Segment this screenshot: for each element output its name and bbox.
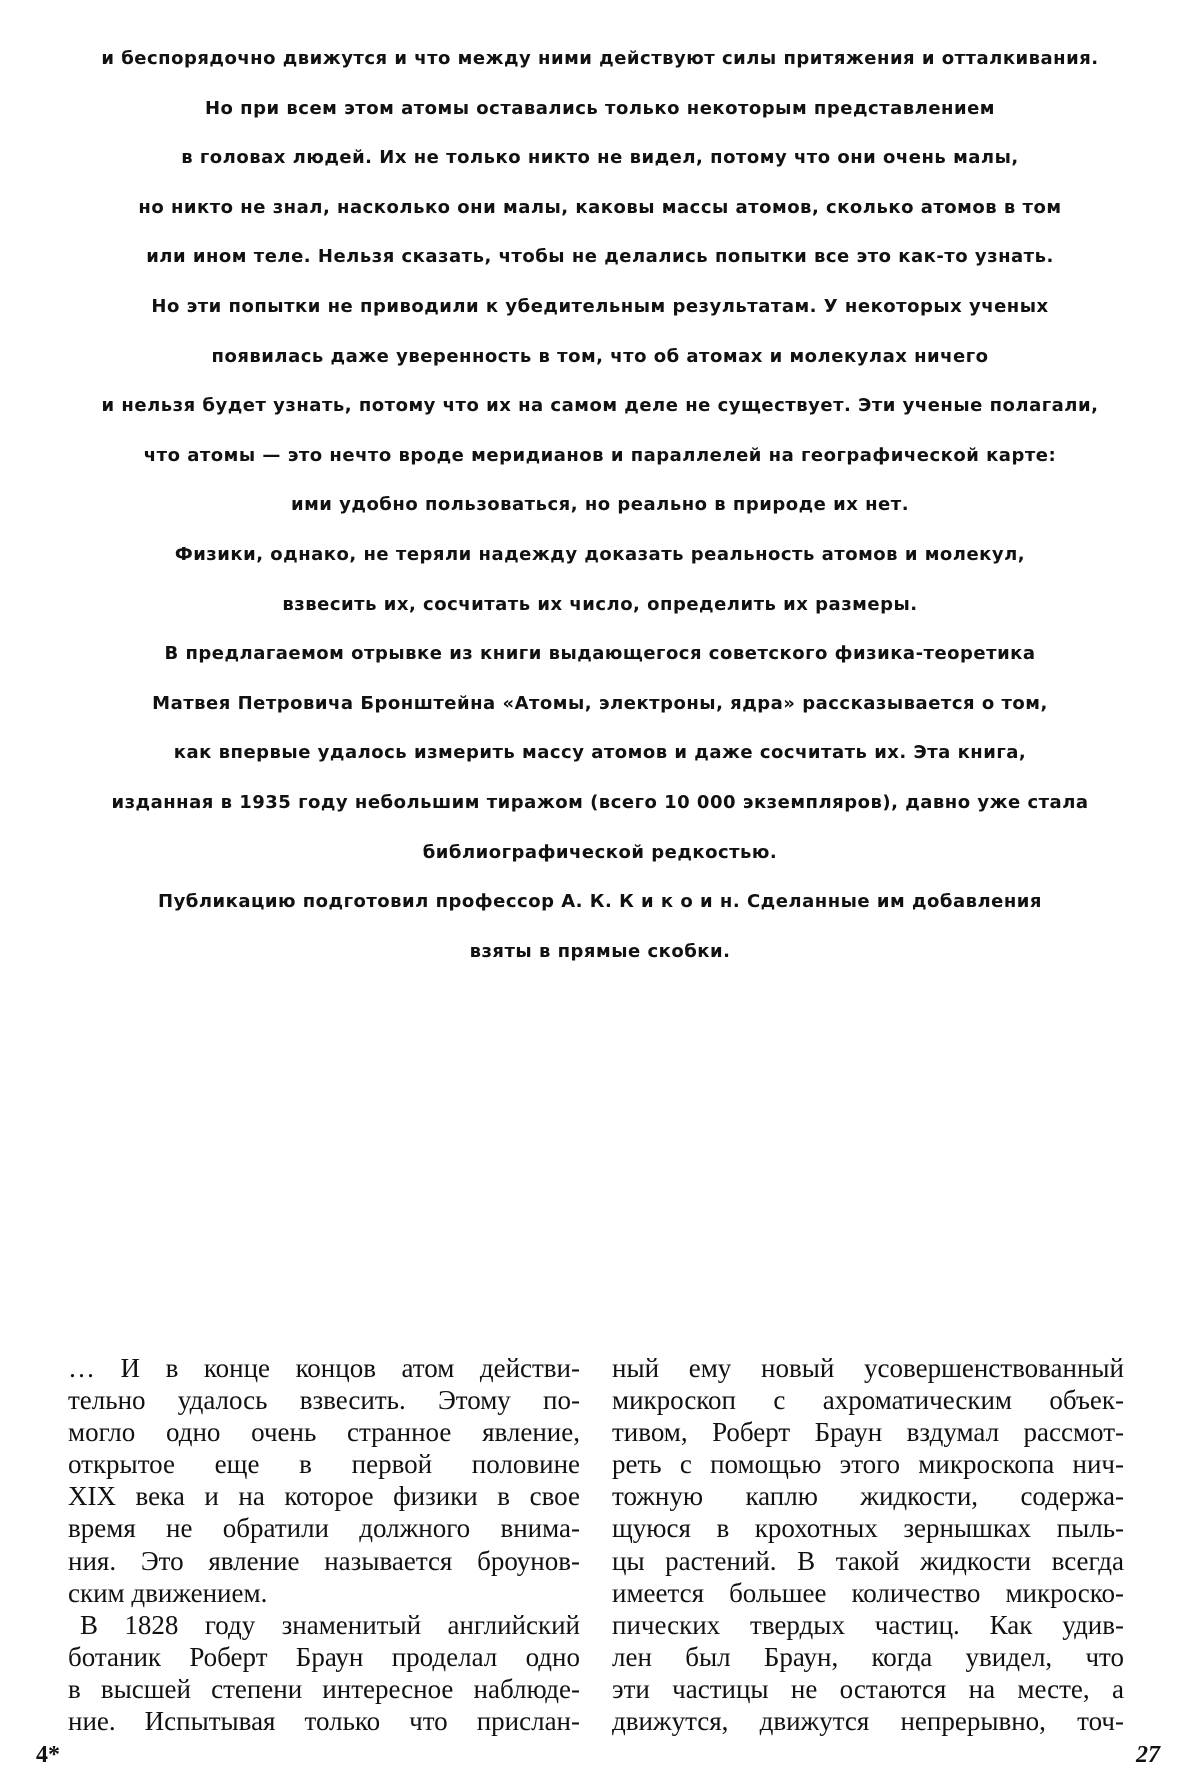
body-line: XIX века и на которое физики в свое bbox=[68, 1481, 580, 1512]
intro-line: Но эти попытки не приводили к убедительным результатам. У некоторых ученых bbox=[151, 295, 1049, 317]
intro-line: взяты в прямые скобки. bbox=[469, 940, 731, 962]
intro-line: Но при всем этом атомы оставались только некоторым представлением bbox=[204, 97, 995, 119]
intro-line: библиографической редкостью. bbox=[422, 841, 778, 863]
body-line: тельно удалось взвесить. Этому по- bbox=[68, 1385, 580, 1416]
intro-line: но никто не знал, насколько они малы, каковы массы атомов, сколько атомов в том bbox=[138, 196, 1062, 218]
page-number: 27 bbox=[1136, 1742, 1160, 1768]
article-left-column bbox=[68, 1352, 580, 1737]
signature-mark: 4* bbox=[36, 1742, 60, 1768]
body-line: тожную каплю жидкости, содержа- bbox=[612, 1481, 1124, 1512]
body-line: микроскоп с ахроматическим объек- bbox=[612, 1385, 1124, 1416]
body-line: ный ему новый усовершенствованный bbox=[612, 1353, 1124, 1383]
body-line: ния. Это явление называется броунов- bbox=[68, 1545, 580, 1576]
body-line: В 1828 году знаменитый английский bbox=[80, 1609, 580, 1640]
body-line: в высшей степени интересное наблюде- bbox=[68, 1673, 580, 1704]
body-line: реть с помощью этого микроскопа нич- bbox=[612, 1449, 1124, 1480]
body-line: цы растений. В такой жидкости всегда bbox=[612, 1545, 1124, 1576]
intro-line: Физики, однако, не теряли надежду доказать реальность атомов и молекул, bbox=[174, 543, 1026, 565]
body-line: тивом, Роберт Браун вздумал рассмот- bbox=[612, 1417, 1124, 1448]
body-line: имеется большее количество микроско- bbox=[612, 1577, 1124, 1608]
body-line: ским движением. bbox=[68, 1577, 268, 1608]
body-line: время не обратили должного внима- bbox=[68, 1513, 580, 1544]
intro-line: и беспорядочно движутся и что между ними действуют силы притяжения и отталкивания. bbox=[101, 48, 1099, 69]
intro-block bbox=[40, 34, 1160, 976]
body-line: движутся, движутся непрерывно, точ- bbox=[612, 1706, 1124, 1737]
intro-line: в головах людей. Их не только никто не видел, потому что они очень малы, bbox=[181, 147, 1019, 169]
intro-line: Матвея Петровича Бронштейна «Атомы, электроны, ядра» рассказывается о том, bbox=[152, 692, 1048, 714]
body-line: могло одно очень странное явление, bbox=[68, 1417, 580, 1448]
article-right-column bbox=[612, 1352, 1124, 1737]
body-line: пических твердых частиц. Как удив- bbox=[612, 1609, 1124, 1640]
body-line: ботаник Роберт Браун проделал одно bbox=[68, 1641, 580, 1672]
body-line: ние. Испытывая только что прислан- bbox=[68, 1706, 580, 1737]
intro-line: или ином теле. Нельзя сказать, чтобы не делались попытки все это как-то узнать. bbox=[146, 246, 1054, 268]
intro-line: ими удобно пользоваться, но реально в природе их нет. bbox=[290, 494, 910, 516]
body-line: … И в конце концов атом действи- bbox=[68, 1353, 580, 1383]
intro-line: Публикацию подготовил профессор А. К. К и к о и н. Сделанные им добавления bbox=[158, 891, 1042, 913]
intro-line: появилась даже уверенность в том, что об атомах и молекулах ничего bbox=[211, 345, 989, 367]
body-line: открытое еще в первой половине bbox=[68, 1449, 580, 1480]
intro-line: и нельзя будет узнать, потому что их на самом деле не существует. Эти ученые полагали, bbox=[101, 395, 1099, 417]
intro-line: В предлагаемом отрывке из книги выдающегося советского физика-теоретика bbox=[164, 643, 1036, 665]
intro-line: что атомы — это нечто вроде меридианов и параллелей на географической карте: bbox=[143, 444, 1057, 466]
intro-line: изданная в 1935 году небольшим тиражом (всего 10 000 экземпляров), давно уже стала bbox=[111, 791, 1089, 813]
body-line: лен был Браун, когда увидел, что bbox=[612, 1641, 1124, 1672]
intro-line: как впервые удалось измерить массу атомов и даже сосчитать их. Эта книга, bbox=[173, 742, 1027, 764]
intro-line: взвесить их, сосчитать их число, определить их размеры. bbox=[282, 593, 918, 615]
body-line: щуюся в крохотных зернышках пыль- bbox=[612, 1513, 1124, 1544]
body-line: эти частицы не остаются на месте, а bbox=[612, 1673, 1124, 1704]
